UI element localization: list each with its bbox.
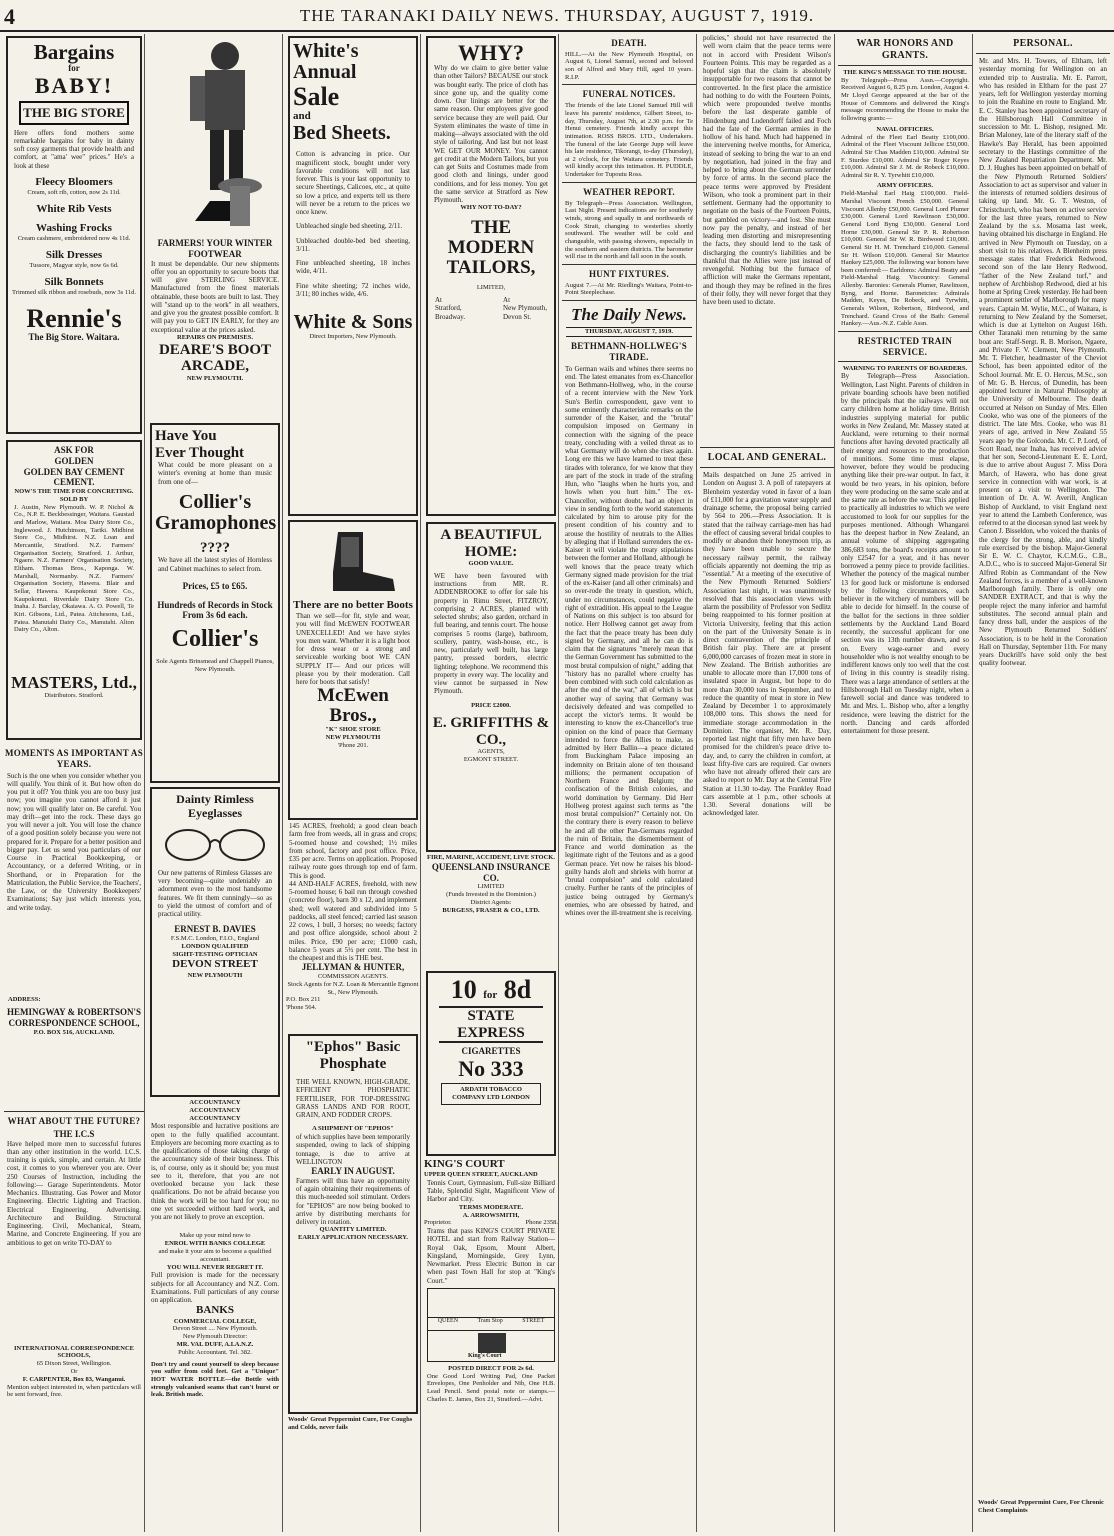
ad-heading: FARMERS! YOUR WINTER FOOTWEAR — [157, 238, 273, 259]
ad-text: AGENTS, — [477, 748, 505, 756]
notice-text: HILL.—At the New Plymouth Hospital, on August 6, Lionel Samuel, second and beloved son of Alfred and Mary Hill, aged 10 years. R.I.P. — [565, 50, 693, 81]
ad-heading: GOLDEN BAY CEMENT — [23, 466, 125, 477]
ad-text: Here offers fond mothers some remarkable bargains for baby in dainty soft cosy garments that provide health and comfort, at "ama' wee" prices." He's a look at these — [14, 128, 134, 170]
ad-brand: White & Sons — [293, 311, 413, 334]
ad-item: Fleecy Bloomers — [35, 175, 113, 188]
ad-price: Prices, £5 to £65. — [182, 580, 248, 591]
golden-bay-cement-ad — [6, 440, 142, 740]
modern-tailors-ad — [426, 36, 556, 516]
ad-brand: Rennie's — [26, 303, 122, 333]
griffiths-home-ad — [426, 522, 556, 852]
ad-heading: A BEAUTIFUL HOME: — [440, 527, 542, 560]
ephos-phosphate-ad — [288, 1034, 418, 1414]
ad-heading: FIRE, MARINE, ACCIDENT, LIVE STOCK. — [427, 854, 555, 861]
ad-price: Fine white sheeting; 72 inches wide, 3/11; 80 inches wide, 4/6. — [296, 281, 410, 298]
ad-footer: Woods' Great Peppermint Cure, For Coughs and Colds, never fails — [288, 1416, 413, 1431]
ad-brand: QUEENSLAND INSURANCE CO. — [431, 861, 551, 883]
ad-footer: 'Phone 201. — [337, 741, 369, 749]
column-3 — [286, 34, 421, 1532]
ad-brand: ERNEST B. DAVIES — [174, 924, 256, 935]
ad-brand: COMMERCIAL COLLEGE, — [173, 1317, 257, 1325]
ad-subheading: REPAIRS ON PREMISES. — [177, 333, 253, 341]
ad-text: THE WELL KNOWN, HIGH-GRADE, EFFICIENT PHOSPHATIC FERTILISER, FOR TOP-DRESSING GRASS LANDS AND FOR ROOT, GRAIN, AND FODDER CROPS. — [296, 1078, 410, 1119]
ics-ad — [4, 1116, 144, 1399]
section-heading: WEATHER REPORT. — [583, 186, 675, 197]
ad-subheading: ADDRESS: — [8, 995, 41, 1003]
section-heading: PERSONAL. — [1013, 38, 1073, 49]
ad-address: 65 Dixon Street, Wellington. — [36, 1360, 112, 1368]
ad-text: Most responsible and lucrative positions are open to the fully qualified accountant. Employers are becoming more exacting as to the qualifications of those taking charge of the accountancy side of their business. This is, of course, only as it should be; you must see to it, therefore, that you are not overlooked because you lack these qualifications. Do not be afraid because you think the work will be too hard for you; no one yet succeeded without hard work, and you are not likely to prove an exception. — [151, 1122, 279, 1222]
newspaper-title: THE TARANAKI DAILY NEWS. THURSDAY, AUGUST 7, 1919. — [299, 6, 815, 25]
ad-subheading: UPPER QUEEN STREET, AUCKLAND — [424, 1171, 538, 1179]
ad-footer: The Big Store. Waitara. — [28, 332, 120, 343]
ad-price: 8d — [503, 975, 532, 1004]
ad-footer: One Good Lord Writing Pad, One Packet Envelopes, One Penholder and Nib, One H.B. Lead Pencil. Send postal note or stamps.—Charles E. James, Box 21, Stratford.—Advt. — [427, 1372, 555, 1403]
ad-brand: INTERNATIONAL CORRESPONDENCE SCHOOLS, — [14, 1344, 134, 1360]
ad-text: SIGHT-TESTING OPTICIAN — [172, 950, 258, 958]
ad-text: Or — [70, 1367, 78, 1375]
ad-text: We have all the latest styles of Hornless and Cabinet machines to select from. — [158, 556, 272, 573]
ad-text: NEW PLYMOUTH — [187, 971, 243, 979]
ad-item-desc: Cream, soft rib, cotton, now 2s 11d. — [27, 188, 121, 196]
ad-footer: P.O. BOX 516, AUCKLAND. — [33, 1028, 115, 1036]
masthead — [0, 0, 1114, 32]
ad-heading: Bed Sheets. — [293, 122, 391, 145]
ad-text: "K" SHOE STORE — [325, 726, 381, 734]
ad-heading: Ever Thought — [155, 444, 245, 461]
ad-text: CIGARETTES — [461, 1046, 521, 1057]
ad-footer: Direct Importers, New Plymouth. — [309, 333, 397, 341]
map-label: King's Court — [468, 1352, 502, 1359]
ad-brand: MASTERS, Ltd., — [11, 672, 137, 692]
map-label: Tram Stop — [477, 1317, 503, 1324]
ad-subheading: NOW'S THE TIME FOR CONCRETING. — [14, 488, 134, 496]
ad-text: What could be more pleasant on a winter's evening at home than music from one of— — [158, 461, 272, 486]
ad-text: TERMS MODERATE. — [458, 1203, 524, 1211]
whites-sale-ad — [288, 36, 418, 516]
ad-item-desc: Trimmed silk ribbon and rosebuds, now 3s 11d. — [12, 289, 136, 297]
ad-subheading: ENROL WITH BANKS COLLEGE — [164, 1240, 266, 1248]
subheading: THE KING'S MESSAGE TO THE HOUSE. — [843, 69, 967, 76]
ad-heading: MOMENTS AS IMPORTANT AS YEARS. — [4, 748, 144, 769]
ad-address: EGMONT STREET. — [463, 756, 519, 764]
ad-text: Why do we claim to give better value than other Tailors? BECAUSE our stock was bought early. The price of cloth has since gone up, and the quality come down. Our linings are better for the same reason. Our employees give good service because they are well paid. Our System eliminates the waste of time in making—always associated with the old style of tailoring. And last but not least WE GET OUR MONEY. You cannot get credit at the Modern Tailors, but you can get Suits and Costumes made from good cloth and linings, under good conditions, and for less money. You get the same service at Stratford as New Plymouth. — [434, 64, 548, 205]
ad-heading: Bargains — [33, 40, 115, 64]
ad-address: Devon Street .... New Plymouth. — [172, 1325, 258, 1333]
ad-text: Cotton is advancing in price. Our magnificent stock, bought under very favorable conditions will not last forever. This is your last opportunity to secure Sheetings, Calicoes, etc., at quite so low a price, and experts tell us there will never be a return to the prices we once knew. — [296, 150, 410, 217]
rennies-ad — [6, 36, 142, 434]
ad-text: Such is the one when you consider whether you will qualify. You think of it. But how often do you put it off? You think you are too busy just now; you imagine you cannot afford it just now; you will qualify later on. Be careful. You may drift—get into the rock. These days go you will never a jolt. You will lose the chance of a good position solely because you were not prepared for it. Prepare for a better position and bigger pay. Let us send you particulars of our Course in Practical Bookkeeping, or Accountancy, or a deferred Writing, or in Shorthand, or in Preparation for the Matriculation, the Public Service, the Teachers', the Law, or the University Bookkeepers' Examinations; Say just which interests you, and write today. — [7, 771, 141, 912]
ad-footer: Woods' Great Peppermint Cure, For Chronic Chest Complaints — [978, 1499, 1104, 1514]
ad-text: J. Austin, New Plymouth. W. P. Nichol & Co., N.P. E. Beckbessinger, Waitara. Gaustad and Marlow, Waitara. Moa Dairy Store Co., Inglewood. J. Hutchinson, Tariki. Midhirst Store Co., Midhirst. N.Z. Loan and Mercantile, Stratford. N.Z. Farmers' Organisation Society, Stratford. J. Arthur, Ngaere. N.Z. Farmers' Organisation Society, Eltham. Thomas Bros., Kaponga. W. Marshall, Normanby. N.Z. Farmers' Organisation Society, Hawera. Blair and Sellar, Hawera. Kaupokonui Store Co., Kaupokonui. Riverdale Dairy Store Co. Inaha. J. Barclay, Okaiawa. A. O. Powell, Te Kiri. Gibsons, Ltd., Patea. Aitchesons, Ltd., Patea. Manutahi Dairy Co., Manutahi. Alton Dairy Co., Alton. — [14, 503, 134, 634]
ad-subheading: WHY NOT TO-DAY? — [460, 204, 522, 212]
section-heading: DEATH. — [611, 38, 647, 48]
column-4 — [424, 34, 559, 1532]
ad-heading: for — [68, 63, 80, 74]
ad-heading: "Ephos" Basic Phosphate — [305, 1039, 401, 1072]
column-5 — [562, 34, 697, 1532]
ad-heading: Dainty Rimless Eyeglasses — [176, 792, 254, 821]
ad-heading: ACCOUNTANCY — [189, 1106, 241, 1114]
ad-heading: ACCOUNTANCY — [189, 1099, 241, 1106]
queensland-insurance-ad — [424, 854, 558, 969]
ad-brand: THE MODERN TAILORS, — [446, 217, 536, 279]
news-text: Admiral of the Fleet Earl Beatty £100,000. Admiral of the Fleet Viscount Jellicoe £50,000. Admiral Sir Chas Madden £10,000. Admiral Sir F. Sturdee £10,000. Admiral Sir Roger Keyes £10,000. Admiral Sir J. M. de Robeck £10,000. Admiral Sir R. Y. Tyrwhitt £10,000. — [841, 133, 969, 179]
ad-heading: and — [293, 110, 311, 123]
ad-item: White Rib Vests — [36, 202, 112, 215]
ad-brand: BANKS — [196, 1304, 234, 1317]
ad-price: Unbleached single bed sheeting, 2/11. — [296, 222, 403, 231]
section-heading: RESTRICTED TRAIN SERVICE. — [857, 336, 953, 357]
ad-text: Full provision is made for the necessary subjects for all Accountancy and N.Z. Com. Examinations. Full particulars of any course on application. — [151, 1271, 279, 1305]
ad-text: Proprietor. — [424, 1219, 452, 1227]
kings-court-map — [427, 1288, 555, 1362]
ad-item: Silk Dresses — [45, 248, 103, 261]
ad-subheading: QUANTITY LIMITED. — [319, 1226, 387, 1234]
notice-text: The friends of the late Lionel Samuel Hill will leave his parents' residence, Gilbert Street, to-day, Thursday, August 7th, at 2.30 p.m. for Te Henui cemetery. Friends kindly accept this intimation. ROSS BROS. LTD., Undertakers. The funeral of the late George Jupp will leave his late residence, Tikorangi, to-day (Thursday), at 2 o'clock, for the Waitara cemetery. Friends will kindly accept this intimation. H. PUDDLE, Undertaker for Tupoutu Ross. — [565, 102, 693, 179]
price-quantity: 10 — [450, 975, 477, 1004]
ad-subheading: EARLY IN AUGUST. — [311, 1166, 395, 1177]
ad-text: BURGESS, FRASER & CO., LTD. — [442, 906, 540, 914]
ad-text: Than we sell—for fit, style and wear, you will find McEWEN FOOTWEAR UNEXCELLED! And we have styles you men want. Whether it is a light boot for dress wear or a strong and serviceable working boot WE CAN SUPPLY IT— And our prices will please you by their moderation. Call here for boots that satisfy! — [296, 612, 410, 687]
section-heading: LOCAL AND GENERAL. — [707, 452, 827, 463]
ad-text: Stock Agents for N.Z. Loan & Mercantile Egmont St., New Plymouth. — [287, 980, 419, 996]
ad-text: 145 ACRES, freehold; a good clean beach farm free from weeds, all in grass and crops; 5-roomed house and cowshed; 1½ miles from school, factory and post office. Price, £35 per acre. Terms on application. Proposed railway route goes through top end of farm. This is good. — [289, 822, 417, 880]
ad-subheading: THE I.C.S — [53, 1128, 95, 1139]
ad-heading: BABY! — [34, 72, 114, 98]
ad-address: F. CARPENTER, Box 83, Wanganui. — [22, 1375, 126, 1383]
ad-brand: HEMINGWAY & ROBERTSON'S CORRESPONDENCE SCHOOL, — [6, 1007, 142, 1029]
ad-footer: Mention subject interested in, when particulars will be sent forward, free. — [7, 1383, 141, 1399]
ad-heading: GOLDEN — [54, 455, 94, 466]
ad-heading: No 333 — [458, 1056, 524, 1082]
ad-text: Broadway. — [435, 312, 466, 321]
ad-text: Devon St. — [503, 312, 532, 321]
ad-item: Washing Frocks — [36, 221, 112, 234]
column-8 — [976, 34, 1110, 1532]
subheading: WARNING TO PARENTS OF BOARDERS. — [842, 364, 968, 372]
ad-brand: STATE EXPRESS — [439, 1006, 543, 1043]
ad-text: (Funds Invested in the Dominion.) — [446, 891, 536, 899]
ad-heading: WHY? — [458, 40, 524, 65]
ad-heading: ???? — [200, 539, 230, 556]
ad-text: LONDON QUALIFIED — [181, 942, 249, 950]
ad-text: Farmers will thus have an opportunity of again obtaining their requirements of this much-needed soil stimulant. Orders for "EPHOS" are now being booked to arrive by distributing merchants for delivery in rotation. — [296, 1176, 410, 1227]
news-text: Mails despatched on June 25 arrived in London on August 3. A poll of ratepayers at Blenheim yesterday voted in favor of a loan of £11,000 for a gravitation water supply and drainage scheme, the proposal being carried by 564 to 206.—Press Association. It is stated that the railway carriage-men has had the effect of causing several bridal couples to modify or abandon their honeymoon trip, as they have been unable to secure the necessary railway permit, the railway officials apparently not deeming the trip as "essential." At a meeting of the executive of the New Plymouth Returned Soldiers' Association last night, it was unanimously resolved that this association views with alarm the possibility of Professor von Sedlitz being reappointed to his former position at Victoria University, feeling that this action on the part of the University Senate is in direct contravention of the principle of British fair play. There are at present 6,000,000 carcases of frozen meat in store in New Zealand. The British authorities are unable to allocate more than 17,000 tons of insulated space in August, but hope to do more than 30,000 tons in September, and to reduce the quantity of meat in store in New Zealand by December 1 to approximately 108,000 tons. This shows the need for immediate storage accommodation in the Dominion. The organiser, Mr. R. Day, reported last night that fifty men have been promised for the children's peace drive to-day, and, to carry the children in comfort, at least fifty-five cars are required. Car owners who have not already offered their cars are asked to report to Mr. Day at the Central Fire Station at 11.30 to-day. The Frankley Road cars assemble at 1 p.m., other schools at 1.30. Several donations will be acknowledged later. — [703, 471, 831, 818]
ad-text: Phone 2358. — [525, 1219, 558, 1227]
section-heading: WAR HONORS AND GRANTS. — [856, 38, 954, 61]
ad-heading: There are no better Boots — [293, 599, 413, 611]
ad-text: COMMISSION AGENTS. — [317, 973, 389, 981]
ad-text: MR. VAL DUFF, A.I.A.N.Z. — [176, 1340, 254, 1348]
ad-text: Trams that pass KING'S COURT PRIVATE HOTEL and start from Railway Station—Royal Oak, Epsom, Mount Albert, Kingsland, Morningside, Grey Lynn, Newmarket. Press Electric Button in car when past Town Hall for stop at "King's Court." — [427, 1227, 555, 1285]
news-text: Mr. and Mrs. H. Towers, of Eltham, left yesterday morning for Wellington on an extended trip to Australia. Mr. E. Parrott, who has resided in Eltham for the past 27 years, left for Wellington yesterday morning to join the Ruahine en route to England. Mr. E. C. Stanley has been appointed secretary of the Hillsborough Hall Committee in succession to Mr. L. Bishop, resigned. Mr. Brian Maloney, late of the literary staff of the Hawke's Bay Herald, has been appointed secretary to the Hastings committee of the New Zealand Repatriation Department. Mr. D. J. Hughes has been appointed on behalf of the New Plymouth Returned Soldiers' Association to act as supervisor and valuer in the interests of returned soldiers desirous of taking up land. Mr. G. T. Weston, of Christchurch, who has been on active service for the last three years, returned to New Zealand by the s.s. Mosama last week, having obtained his discharge in England. He arrived in New Plymouth on Tuesday, on a short visit to his relatives. A Blenheim press message states that Frederick Redwood, second son of the late Henry Redwood, "father of the New Zealand turf," and nephew of Archbishop Redwood, died at his home at Spring Creek yesterday. He had been a prominent settler of Marlborough for many years. Captain M. Wylie, M.C., of Waitara, is returning to New Zealand by the Somerset, which is due at Lyttelton on August 16th. Other Taranaki men returning by the same boat are: Staff-Sergt. R. B. Morison, Ngaere, and Private F. V. Clement, New Plymouth. Mr. T. Fletcher, headmaster of the Cheviot School, has been appointed editor of the School Journal. Mr. E. O. Hercus, M.Sc., son of Mr. G. B. Hercus, of Dunedin, has been appointed lecturer in Natural Philosophy at the University of Melbourne. The death occurred at Nelson on Sunday of Mrs. Ellen Cooke, who was one of the pioneers of the district. The late Mrs. Cooke, who was 81 years of age, arrived in New Zealand 55 years ago by the Golconda. Mr. C. P. Lord, of Scott Road, near Inaha, has received advice that her son, Second-Lieutenant E. E. Lord, is due to arrive about August 7. Miss Dora March, of Hawera, who has done great service in connection with war work, is at present on a visit to Wellington. The intention of Dr. A. W. Averill, Anglican Bishop of Auckland, to visit England next year to attend the Lambeth Conference, was referred to at the diocesan synod last week by Canon J. Bisseldon, who voiced the thanks of the clergy for the strong, able, and kindly rule exercised by the bishop. Major-General Sir E. W. C. Chaytor, K.C.M.G., C.B., A.D.C., who is to succeed Major-General Sir Alfred Robin as Commandant of the New Zealand forces, is a member of a well-known Marlborough family. There is only one SANDER EXTRACT, and that is why the people reject the many inferior and harmful substitutes. The second annual plain and fancy dress ball, under the auspices of the New Plymouth Returned Soldiers' Association, is to be held in the Coronation Hall on Thursday, September 11th. For many years Duckrill's have sold only the best quality footwear. — [979, 57, 1107, 668]
section-heading: HUNT FIXTURES. — [588, 268, 670, 279]
ad-subheading: SOLD BY — [59, 495, 89, 503]
ad-item: Silk Bonnets — [44, 275, 104, 288]
ad-text: Make up your mind now to — [179, 1232, 251, 1240]
page-number: 4 — [4, 4, 15, 29]
ad-brand: DEARE'S BOOT ARCADE, — [158, 341, 272, 375]
kings-court-ad — [424, 1158, 558, 1403]
ad-text: LIMITED — [477, 883, 505, 891]
ad-brand: Collier's — [171, 626, 259, 653]
column-2 — [148, 34, 283, 1532]
editorial-heading: BETHMANN-HOLLWEG'S TIRADE. — [570, 341, 688, 362]
ad-text: District Agents: — [470, 898, 512, 906]
ad-text: New Plymouth Director: — [182, 1333, 248, 1341]
notice-text: August 7.—At Mr. Riedling's Waitara, Point-to-Point Steeplechase. — [565, 281, 693, 297]
ad-heading: Annual — [293, 61, 357, 83]
ad-text: F.S.M.C. London, F.I.O., England — [170, 935, 260, 943]
ad-footer: Don't try and count yourself to sleep because you suffer from cold feet. Get a "Unique" HOT WATER BOTTLE—the Bottle with strongly vulcanised seams that can't burst or leak. British made. — [151, 1360, 279, 1399]
ad-text: New Plymouth, — [503, 304, 547, 313]
ad-price: Hundreds of Records in Stock From 3s 6d each. — [157, 599, 273, 621]
news-text: By Telegraph—Press Association. Wellington, Last Night. Parents of children in private boarding schools have been notified by the principals that the railways will not carry children home at holiday time. British industries supplying material for public works in New Zealand, Mr. Massey stated at Auckland, were returning to their normal functions after having devoted practically all their energy and resources to the production of munitions. Some time must elapse, however, before they would be producing anything like their pre-war output. In fact, it would be two years, in his opinion, before they were producing on the same scale and at the same rate as before the war. This applied to practically all industries to which we were accustomed to look for our supplies for the purposes mentioned. Although Whangarei has the deepest harbor in New Zealand, an annual volume of shipping aggregating 386,683 tons, the board's receipts amount to only £2547 for a year, and it has never borrowed a penny piece to provide facilities. Whether the potency of the magical number 13 for good luck or misfortune is endorsed by the following circumstances, each believer in the witchery of numbers will be able to decide for himself. In the course of the ballot for the sections in three soldier settlements by the Auckland Land Board recently, the successful applicant for one section was its 13th number drawn, and so on. Every wage-earner and every householder who is not wealthy enough to be indifferent knows only too well that the cost of living in this country is steadily rising. There was a large attendance of settlers at the Hillsborough Hall on Tuesday night, when a farewell social and dance was tendered to Mr. and Mrs. L. Bishop who, after a lengthy residence, were leaving the district for the north. Dancing and cards afforded entertainment for those present. — [841, 372, 969, 736]
column-6 — [700, 34, 835, 1532]
ad-price: PRICE £2000. — [471, 701, 511, 709]
ad-footer: Distributors. Stratford. — [44, 692, 104, 700]
ad-subheading: EARLY APPLICATION NECESSARY. — [298, 1234, 408, 1242]
ad-text: Public Accountant. Tel. 382. — [178, 1348, 252, 1356]
colliers-gramophones-ad — [150, 423, 280, 783]
subheading: ARMY OFFICERS. — [876, 182, 934, 190]
notice-text: By Telegraph—Press Association. Wellington, Last Night. Present indications are for southerly winds, strong and squally in and northwards of Cook Strait, changing to westerlies shortly southward. The weather will be cold and changeable, with passing showers, especially in the southern and eastern districts. The barometer will rise in the north and fall soon in the south. — [565, 199, 693, 261]
ad-brand: McEwen Bros., — [317, 685, 389, 727]
news-text: Field-Marshal Earl Haig £100,000. Field-Marshal Viscount French £50,000. General Viscount Allenby £50,000. General Lord Plumer £30,000. General Lord Rawlinson £30,000. General Lord Byng £30,000. General Lord Horne £30,000. General Sir P. R. Robertson £10,000. General Sir W. R. Birdwood £10,000. General Sir H. M. Trenchard £10,000. General Sir H. Wilson £10,000. General Sir Maurice Hankey £25,000. The following war honors have been conferred:— Earldoms: Admiral Beatty and Field-Marshal Haig. Viscountcy: General Allenby. Baronies: Generals Plumer, Rawlinson, Byng, and Horne. Baronetcies: Admirals Madden, Keyes, De Robeck, and Tyrwhitt, Generals Wilson, Robertson, Birdwood, and Trenchard. Grand Cross of the Bath: General Hankey.—Aus.-N.Z. Cable Assn. — [841, 190, 969, 328]
ad-brand: Collier's Gramophones — [155, 490, 277, 534]
ad-text: NEW PLYMOUTH — [325, 734, 381, 742]
paper-nameplate: The Daily News. — [571, 304, 687, 324]
ad-text: Have helped more men to successful futures than any other institution in the world. I.C.S. training is quick, simple, and certain. At little cost, it comes to you wherever you are. Over 250 Courses of Instruction, including the following:— Garage Superintendents. Motor Mechanics. Illustrating. Gas Power and Motor Engineering. Electric Lighting and Traction. Electrical Engineering. Advertising. Architecture and Building. Structural Engineering. Civil, Mechanical, Steam, Marine, and Concrete Engineering. If you are ambitious to get on write TO-DAY to — [7, 1139, 141, 1247]
ad-text: At — [503, 295, 511, 304]
ad-subheading: YOU WILL NEVER REGRET IT. — [166, 1263, 264, 1271]
ad-footer: NEW PLYMOUTH. — [186, 374, 244, 382]
ad-text: It must be dependable. Our new shipments offer you an opportunity to secure boots that will give STERLING SERVICE. Manufactured from the finest materials obtainable, these boots are built to last. They will "stand up to the work" in all weathers, and give you the greatest possible comfort. It will pay you to GET IN EARLY, for they are exceptional value at the prices asked. — [151, 259, 279, 334]
boot-illustration — [303, 527, 403, 597]
mcewen-boots-ad — [288, 520, 418, 820]
ad-footer: Sole Agents Brinsmead and Chappell Pianos, New Plymouth. — [156, 658, 274, 674]
ad-footer: ARDATH TOBACCO COMPANY LTD LONDON — [441, 1083, 541, 1105]
farmer-boot-illustration — [155, 36, 275, 236]
ad-item-desc: Tussore, Magyar style, now 6s 6d. — [29, 262, 119, 270]
eyeglasses-icon — [160, 825, 270, 865]
ad-heading: ASK FOR — [54, 445, 94, 455]
ad-text: LIMITED, — [476, 283, 506, 291]
ad-heading: CEMENT. — [53, 477, 95, 488]
big-store-logo: THE BIG STORE — [19, 101, 129, 125]
ad-heading: Sale — [293, 82, 340, 111]
column-1 — [4, 34, 145, 1532]
state-express-ad — [426, 971, 556, 1156]
ad-text: Stratford, — [435, 304, 462, 313]
ad-text: of which supplies have been temporarily suspended, owing to lack of shipping tonnage, is due to arrive at WELLINGTON — [296, 1133, 410, 1166]
ad-price: Fine unbleached sheeting, 18 inches wide, 4/11. — [296, 259, 410, 276]
ad-text: 44 AND-HALF ACRES, freehold, with new 5-roomed house; 6 bail run through cowshed (concrete floor), barn 30 x 12, and implement shed; well watered and subdivided into 5 paddocks, all steel fenced; carried last season 22 cows, 1 bull, 3 horses; no weeds; factory and post office alongside, school about 2 miles. Price, £90 per acre; £1000 cash, balance 5 years at 5½ per cent. The best in the cheapest and this is THE best. — [289, 879, 417, 962]
ad-subheading: POSTED DIRECT FOR 2s 6d. — [448, 1364, 534, 1372]
ad-heading: WHAT ABOUT THE FUTURE? — [7, 1116, 141, 1126]
correspondence-school-ad — [4, 748, 144, 1108]
deares-boot-ad — [148, 36, 282, 421]
map-label: QUEEN — [437, 1317, 459, 1324]
ad-brand: E. GRIFFITHS & CO., — [432, 715, 550, 748]
editorial-text: To German wails and whines there seems no end. The latest emanates from ex-Chancellor von Bethmann-Hollweg, who, in the course of a recent interview with the New York Sun's Berlin correspondent, gave vent to some eminently characteristic remarks on the surrender of the Kaiser, and the "brutal" compulsion imposed on Germany in connection with the signing of the peace treaty, concluding with a veiled threat as to what Germany will do when she rises again. Long ere this we have learned to treat these tirades with tolerance, for we know that they are part of the stock in trade of the strafing Hun, who "laughs when he hurts you, and howls when you hurt him." The ex-Chancellor, without doubt, had an object in view in sending forth to the world statements calculated by him to arouse pity for the present condition of his country and to arouse the hostility of neutrals to the Allies by alleging that if Holland surrenders the ex-Kaiser it will violate the treaty stipulations between the former and Holland, although he well knows that the peace treaty which Germany signed made provision for the trial of the ex-Kaiser (and all other criminals) and so over-rode the treaty in question, which, under no circumstances, could negative the right of extradition. His appeal to the League of Nations on this subject is too absurd for notice. Herr Hollweg cannot get away from the fact that the peace treaty has been duly signed by Germany, and all he can do is claim that the signatures "merely mean that the German Government has submitted to the most brutal compulsion of night," adding that "history has no parallel where cruelty has been combined with such cold calculation as after the end of the war," all of which is but another way of saying that Germany was decisively defeated and was compelled to accept the victor's terms. It would be interesting to know the ex-Chancellor's true opinion on the kind of peace that Germany intended to force the Allies to make, as admitted by Herr Ballin—a peace dictated from Buckingham Palace imposing an indemnity on Britain alone of ten thousand millions; the permanent occupation of Northern France and Belgium; the confiscation of the British colonies, and world domination by Germany. Did Herr Hollweg protest against such terms as "the most brutal compulsion?" Certainly not. On the contrary there is every reason to believe he and all the other Pan-Germans regarded the ruin of Britain, the dismemberment of France and world domination as the legitimate right of the Teutons and as a good German peace. Yet now he raises his blood-guilty hands aloft and shrieks with horror at "brutal compulsion" and cold calculated cruelty. Further he rants of the principles of justice being outraged by Germany's enemies, who are obsessed by hatred, and whines over the ill-treatment she is receiving. — [565, 364, 693, 918]
banks-college-ad — [148, 1099, 282, 1399]
ad-text: WE have been favoured with instructions from MR. R. ADDENBROOKE to offer for sale his property in Rimu Street, FITZROY, comprising 2 ACRES, planted with selected shrubs; also garden, orchard in full bearing, and tennis court. The house comprises 5 rooms (large), bathroom, scullery, pantry, wash-house, etc., is new, particularly well built, has large pantry, pressed borders, electric lighting; telephone. We recommend this property in every way. The locality and view cannot be surpassed in New Plymouth. — [434, 571, 548, 696]
ad-brand: JELLYMAN & HUNTER, — [301, 962, 405, 973]
paper-date: THURSDAY, AUGUST 7, 1919. — [566, 327, 692, 337]
ad-text: A. ARROWSMITH, — [462, 1211, 520, 1219]
news-text: By Telegraph—Press Assn.—Copyright. Received August 6, 8.25 p.m. London, August 4. Mr Lloyd George appeared at the bar of the House of Commons and delivered the King's message recommending the House to make the following grants:— — [841, 76, 969, 123]
ad-heading: White's — [293, 40, 359, 62]
ad-heading: Have You — [155, 428, 217, 444]
ad-price: Unbleached double-bed bed sheeting, 3/11. — [296, 236, 410, 253]
ad-text: DEVON STREET — [172, 958, 258, 971]
ad-text: for — [483, 989, 498, 1001]
ad-text: and make it your aim to become a qualified accountant. — [158, 1247, 272, 1263]
section-heading: FUNERAL NOTICES. — [582, 89, 676, 100]
ad-text: Tennis Court, Gymnasium, Full-size Billiard Table, Splendid Sight, Magnificent View of Harbor and City. — [427, 1178, 555, 1204]
ad-text: P.O. Box 211 — [286, 996, 321, 1004]
ad-text: 'Phone 564. — [286, 1004, 317, 1012]
ad-heading: ACCOUNTANCY — [189, 1114, 241, 1122]
column-7 — [838, 34, 973, 1532]
eyeglasses-ad — [150, 787, 280, 1097]
ad-subheading: A SHIPMENT OF "EPHOS" — [312, 1125, 394, 1133]
editorial-text: policies," should not have resurrected the well worn claim that the peace terms were not in accord with President Wilson's Fourteen Points. This may be regarded as a hopeful sign that the claim is absolutely insupportable for two reasons that cannot be controverted. In the first place the armistice had nothing to do with the Fourteen Points, which were propounded twelve months before the last desperate gamble of Hindenburg and Ludendorff failed and Foch had the fate of the German armies in the hollow of his hand. Much had happened in the intervening twelve months, for America, instead of seeking to bring the war to an end by negotiation, had joined in the fray and helped to bring about the German surrender by force of arms. In the second place the peace terms were approved by President Wilson, who took a prominent part in their settlement. Germany had the opportunity to negotiate on the basis of the Fourteen Points, but gambled on victory—and lost. She must now pay the penalty, and instead of her leading men distorting and misrepresenting the facts, they should lend to the task of discharging the country's liabilities and be thankful that the Allies were just instead of revengeful. Nothing but the furnace of affliction will make the Germans repentant, and though they may be refined in the fires of their folly, they will never forget that they have been used to dictate. — [703, 34, 831, 306]
jellyman-hunter-ad — [286, 822, 420, 1032]
ad-subheading: GOOD VALUE. — [468, 560, 514, 567]
map-label: STREET — [522, 1317, 545, 1324]
subheading: NAVAL OFFICERS. — [876, 125, 934, 133]
ad-text: At — [435, 295, 442, 304]
ad-item-desc: Cream cashmere, embroidered now 4s 11d. — [17, 235, 131, 243]
ad-text: Our new patterns of Rimless Glasses are very becoming—quite undeniably an adornment even to the most handsome features. We fit them cunningly—so as to yield the utmost of comfort and of practical utility. — [158, 868, 272, 919]
ad-heading: KING'S COURT — [424, 1158, 505, 1170]
